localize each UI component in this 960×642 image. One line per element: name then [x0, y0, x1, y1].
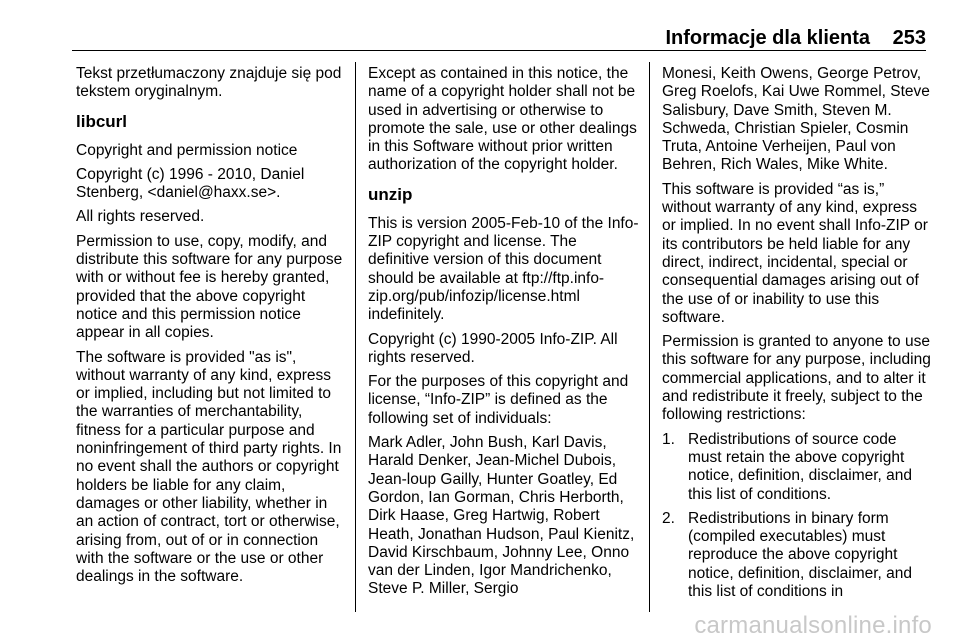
- paragraph: This software is provided “as is,” without warranty of any kind, express or implied. In no event shall Info-ZIP or its contributors be held liable for any direct, indirect, incidental, special or consequential damages arising out of the use of or inability to use this software.: [662, 180, 928, 326]
- column-divider-2: [649, 62, 650, 612]
- column-1: [76, 65, 346, 592]
- paragraph: Except as contained in this notice, the name of a copyright holder shall not be used in advertising or otherwise to promote the sale, use or other dealings in this Software without prior written authorization of the copyright holder.: [368, 65, 637, 174]
- paragraph: Mark Adler, John Bush, Karl Davis, Harald Denker, Jean-Michel Dubois, Jean-loup Gailly, Hunter Goatley, Ed Gordon, Ian Gorman, Chris Herborth, Dirk Haase, Greg Hartwig, Robert Heath, Jonathan Hudson, Paul Kienitz, David Kirschbaum, Johnny Lee, Onno van der Linden, Igor Mandrichenko, Steve P. Miller, Sergio: [368, 434, 635, 598]
- column-2: [368, 65, 640, 605]
- list-item: [662, 431, 932, 504]
- page-header: [0, 0, 960, 52]
- heading-libcurl: libcurl: [76, 111, 128, 131]
- list-item-number: 2.: [662, 509, 675, 527]
- header-rule: [72, 50, 926, 51]
- paragraph: Monesi, Keith Owens, George Petrov, Greg Roelofs, Kai Uwe Rommel, Steve Salisbury, Dave Smith, Steven M. Schweda, Christian Spieler, Cosmin Truta, Antoine Verheijen, Paul von Behren, Rich Wales, Mike White.: [662, 65, 930, 174]
- paragraph: Copyright and permission notice: [76, 141, 298, 159]
- paragraph: Copyright (c) 1990-2005 Info-ZIP. All rights reserved.: [368, 330, 618, 366]
- paragraph: Permission to use, copy, modify, and distribute this software for any purpose with or without fee is hereby granted, provided that the above copyright notice and this permission notice appear in all copies.: [76, 232, 343, 342]
- list-item: [662, 510, 932, 601]
- paragraph: All rights reserved.: [76, 208, 205, 226]
- column-divider-1: [355, 62, 356, 612]
- paragraph: This is version 2005-Feb-10 of the Info-ZIP copyright and license. The definitive version of this document should be available at ftp://ftp.info-zip.org/pub/infozip/license.html indefinitely.: [368, 214, 639, 324]
- paragraph: The software is provided "as is", without warranty of any kind, express or implied, including but not limited to the warranties of merchantability, fitness for a particular purpose and noninfringement of third party rights. In no event shall the authors or copyright holders be liable for any claim, damages or other liability, whether in an action of contract, tort or otherwise, arising from, out of or in connection with the software or the use or other dealings in the software.: [76, 348, 342, 586]
- list-item-text: Redistributions in binary form (compiled executables) must reproduce the above copyright notice, definition, disclaimer, and this list of conditions in: [688, 509, 913, 601]
- paragraph: Permission is granted to anyone to use this software for any purpose, including commercial applications, and to alter it and redistribute it freely, subject to the following restrictions:: [662, 333, 931, 424]
- heading-unzip: unzip: [368, 184, 413, 204]
- restrictions-list: [662, 431, 932, 602]
- watermark: carmanualsonline.info: [694, 612, 932, 639]
- list-item-number: 1.: [662, 430, 675, 448]
- paragraph: Copyright (c) 1996 - 2010, Daniel Stenberg, <daniel@haxx.se>.: [76, 165, 305, 202]
- page-number: 253: [892, 27, 926, 49]
- translation-note: Tekst przetłumaczony znajduje się pod tekstem oryginalnym.: [76, 65, 342, 101]
- column-3: [662, 65, 932, 607]
- section-title: Informacje dla klienta: [665, 27, 870, 49]
- list-item-text: Redistributions of source code must retain the above copyright notice, definition, disclaimer, and this list of conditions.: [688, 430, 913, 503]
- paragraph: For the purposes of this copyright and license, “Info-ZIP” is defined as the following set of individuals:: [368, 373, 629, 427]
